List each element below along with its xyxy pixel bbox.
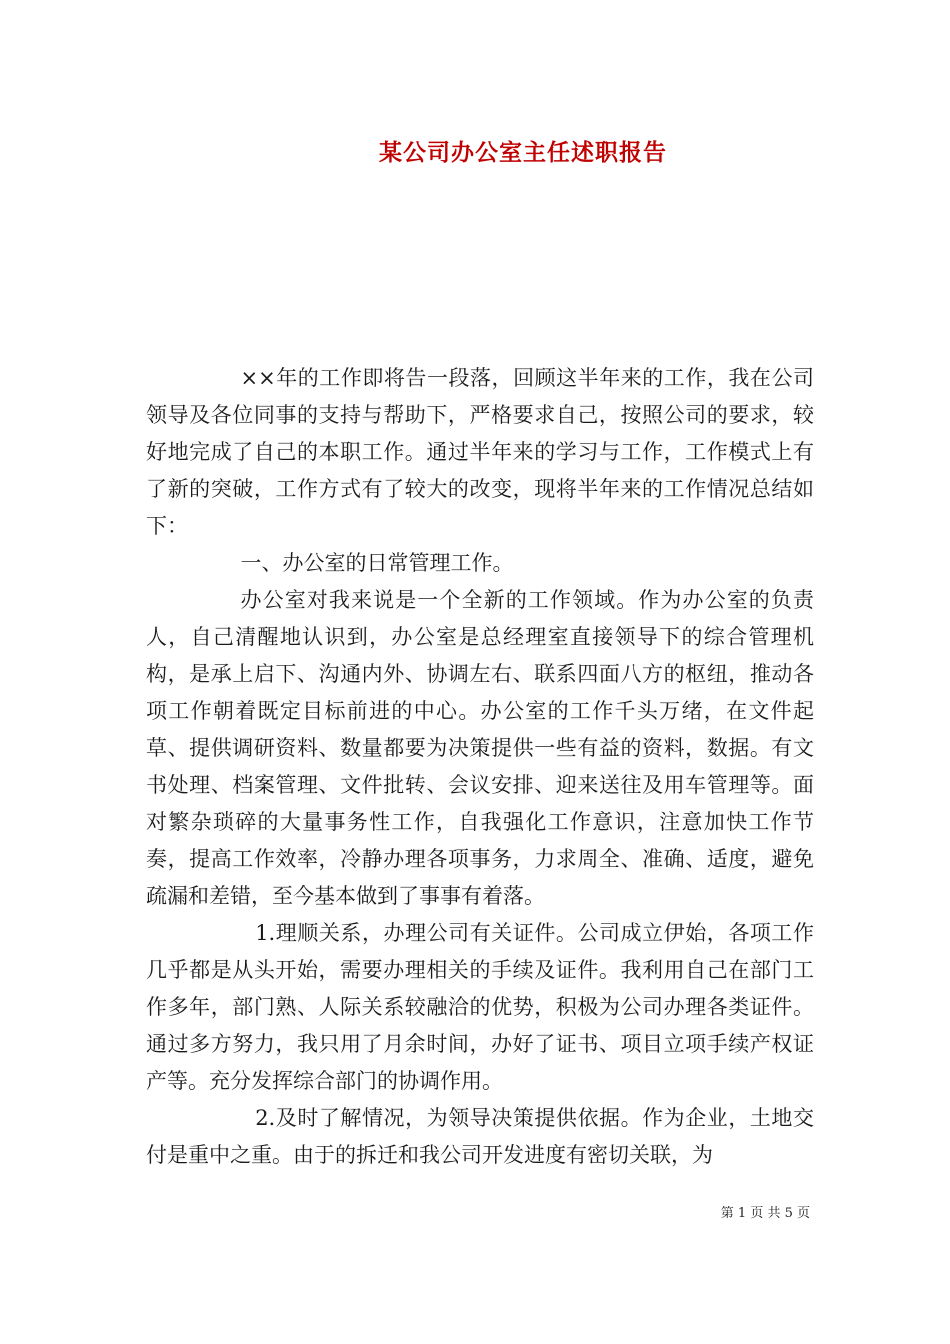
document-body [146,360,814,1174]
list-item-2: 2.及时了解情况，为领导决策提供依据。作为企业，土地交付是重中之重。由于的拆迁和我公司开发进度有密切关联，为 [146,1106,814,1167]
body-paragraph: 办公室对我来说是一个全新的工作领域。作为办公室的负责人，自己清醒地认识到，办公室是总经理室直接领导下的综合管理机构，是承上启下、沟通内外、协调左右、联系四面八方的枢纽，推动各项工作朝着既定目标前进的中心。办公室的工作千头万绪，在文件起草、提供调研资料、数量都要为决策提供一些有益的资料，数据。有文书处理、档案管理、文件批转、会议安排、迎来送往及用车管理等。面对繁杂琐碎的大量事务性工作，自我强化工作意识，注意加快工作节奏，提高工作效率，冷静办理各项事务，力求周全、准确、适度，避免疏漏和差错，至今基本做到了事事有着落。 [146,588,814,908]
page-number: 第 1 页 共 5 页 [720,1206,810,1221]
list-item-1: 1.理顺关系，办理公司有关证件。公司成立伊始，各项工作几乎都是从头开始，需要办理相关的手续及证件。我利用自己在部门工作多年，部门熟、人际关系较融洽的优势，积极为公司办理各类证件。通过多方努力，我只用了月余时间，办好了证书、项目立项手续产权证产等。充分发挥综合部门的协调作用。 [146,921,814,1093]
section-heading: 一、办公室的日常管理工作。 [240,551,514,575]
intro-paragraph: ××年的工作即将告一段落，回顾这半年来的工作，我在公司领导及各位同事的支持与帮助下，严格要求自己，按照公司的要求，较好地完成了自己的本职工作。通过半年来的学习与工作，工作模式上有了新的突破，工作方式有了较大的改变，现将半年来的工作情况总结如下： [146,366,814,538]
document-title: 某公司办公室主任述职报告 [379,139,667,166]
